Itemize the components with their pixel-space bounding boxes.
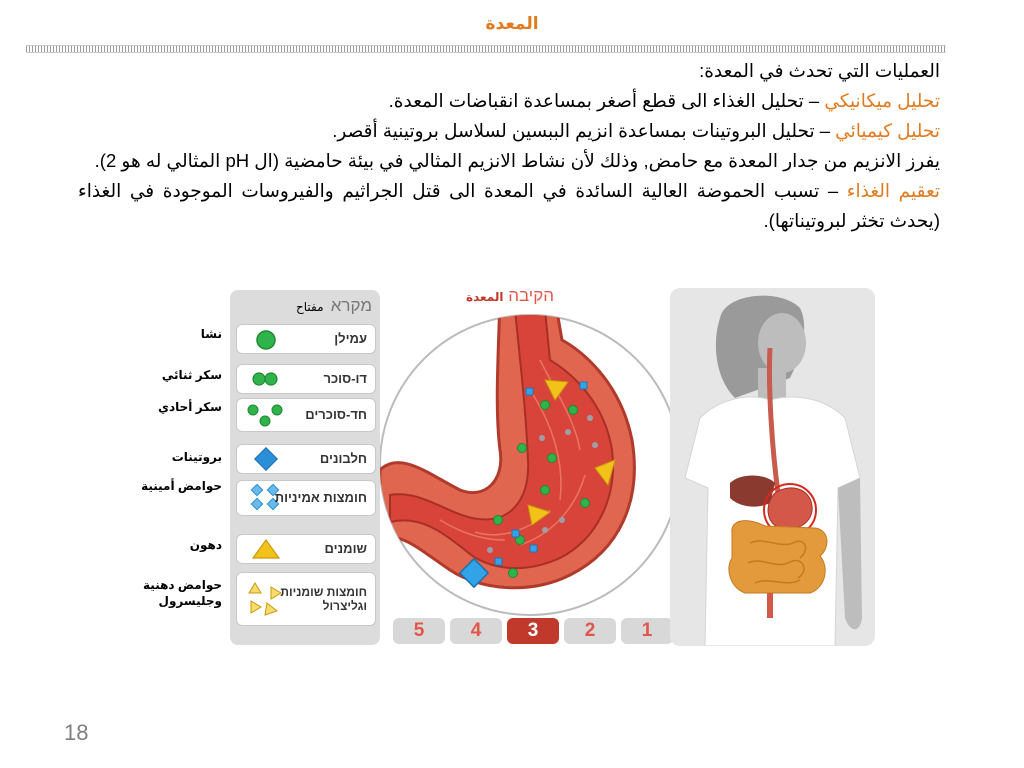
body-illustration <box>670 288 875 646</box>
stomach-title-arabic: المعدة <box>466 290 504 304</box>
key-label-amino-acids: חומצות אמיניות <box>274 490 367 505</box>
page-number: 18 <box>64 720 89 745</box>
key-item-monosaccharide[interactable] <box>236 398 376 432</box>
sterilization-term: تعقيم الغذاء <box>846 180 941 201</box>
key-item-fatty-acids[interactable] <box>236 572 376 626</box>
key-arabic-fat: دهون <box>189 538 222 552</box>
chemical-text: – تحليل البروتينات بمساعدة انزيم الببسين لسلاسل بروتينية أقصر. <box>332 120 836 141</box>
sterilization-line <box>78 176 940 236</box>
monosaccharide-icon <box>245 401 285 429</box>
key-label-disaccharide: דו-סוכר <box>323 371 367 386</box>
step-button-3[interactable]: 3 <box>507 618 559 644</box>
starch-icon <box>255 329 277 351</box>
key-panel <box>230 290 380 645</box>
key-title-arabic: مفتاح <box>296 300 324 314</box>
body-text <box>78 56 940 236</box>
key-item-disaccharide[interactable] <box>236 364 376 394</box>
chemical-line <box>78 116 940 146</box>
key-arabic-fatty-acids: حوامض دهنية وجليسرول <box>143 578 222 608</box>
key-item-protein[interactable] <box>236 444 376 474</box>
key-label-fat: שומנים <box>324 541 367 556</box>
key-arabic-disaccharide: سكر ثنائي <box>161 368 222 382</box>
step-button-5[interactable]: 5 <box>393 618 445 644</box>
digestion-figure <box>230 282 880 654</box>
key-item-fat[interactable] <box>236 534 376 564</box>
key-item-amino-acids[interactable] <box>236 480 376 516</box>
title-divider <box>26 45 946 53</box>
step-button-2[interactable]: 2 <box>564 618 616 644</box>
step-button-4[interactable]: 4 <box>450 618 502 644</box>
intro-line: العمليات التي تحدث في المعدة: <box>699 60 940 81</box>
key-label-protein: חלבונים <box>319 451 367 466</box>
key-label-fatty-acids: חומצות שומניות וגליצרול <box>280 585 367 613</box>
key-arabic-amino-acids: حوامض أمينية <box>141 479 222 493</box>
key-arabic-protein: بروتينات <box>171 450 222 464</box>
key-arabic-starch: نشا <box>200 327 222 341</box>
stomach-illustration <box>380 300 670 620</box>
chemical-term: تحليل كيميائي <box>835 120 940 141</box>
key-label-starch: עמילן <box>334 331 367 346</box>
key-item-starch[interactable] <box>236 324 376 354</box>
key-arabic-monosaccharide: سكر أحادي <box>157 400 222 414</box>
mechanical-text: – تحليل الغذاء الى قطع أصغر بمساعدة انقباضات المعدة. <box>388 90 825 111</box>
mechanical-line <box>78 86 940 116</box>
fat-icon <box>251 538 281 560</box>
key-title <box>230 296 372 316</box>
disaccharide-icon <box>251 371 281 387</box>
stomach-title-hebrew: הקיבה <box>508 286 555 305</box>
enzyme-line: يفرز الانزيم من جدار المعدة مع حامض, وذلك لأن نشاط الانزيم المثالي في بيئة حامضية (ال pH المثالي له هو 2). <box>94 150 940 171</box>
sterilization-text: – تسبب الحموضة العالية السائدة في المعدة الى قتل الجراثيم والفيروسات الموجودة في الغذاء (يحدث تخثر لبروتيناتها). <box>78 180 940 231</box>
step-button-1[interactable]: 1 <box>621 618 673 644</box>
key-title-hebrew: מקרא <box>330 296 372 315</box>
key-label-monosaccharide: חד-סוכרים <box>305 407 367 422</box>
slide-title: المعدة <box>485 14 539 33</box>
mechanical-term: تحليل ميكانيكي <box>824 90 940 111</box>
protein-icon <box>253 447 279 471</box>
